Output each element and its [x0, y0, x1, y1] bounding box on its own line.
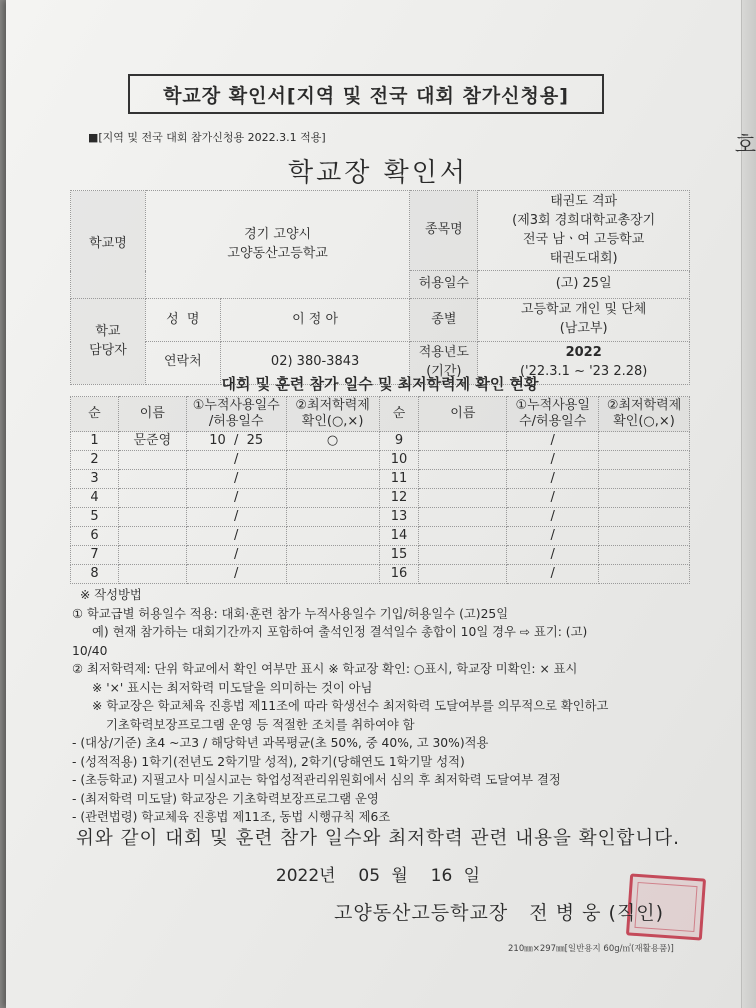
row-name: 문준영	[118, 432, 186, 451]
row-days: /	[186, 565, 286, 584]
row-days: /	[507, 508, 599, 527]
instruction-line: - (대상/기준) 초4 ~고3 / 해당학년 과목평균(초 50%, 중 40%, 고 30%)적용	[72, 736, 489, 750]
principal-signature: 고양동산고등학교장 전 병 웅 (직인)	[334, 902, 665, 924]
row-days: /	[186, 508, 286, 527]
row-name	[118, 527, 186, 546]
instruction-line: ② 최저학력제: 단위 학교에서 확인 여부만 표시 ※ 학교장 확인: ○표시, 학교장 미확인: × 표시	[72, 662, 578, 676]
row-no: 8	[71, 565, 119, 584]
issue-date: 2022년 05 월 16 일	[275, 866, 481, 886]
staff-name-value: 이 정 아	[220, 299, 410, 342]
header-no-right: 순	[379, 397, 419, 432]
event-name-line: 태권도 격파	[550, 194, 618, 209]
instruction-line: - (초등학교) 지필고사 미실시교는 학업성적관리위원회에서 심의 후 최저학력 도달여부 결정	[72, 773, 561, 787]
header-min-line: 확인(○,×)	[613, 414, 675, 429]
staff-label-line: 학교	[95, 323, 121, 339]
row-days: /	[507, 432, 599, 451]
row-no: 3	[71, 470, 119, 489]
row-min-academic	[599, 432, 690, 451]
row-no: 7	[71, 546, 119, 565]
row-days: /	[186, 546, 286, 565]
header-min-academic-right	[599, 397, 690, 432]
allowed-days-label: 허용일수	[410, 271, 478, 299]
row-days: /	[507, 451, 599, 470]
row-no: 2	[71, 451, 119, 470]
event-name-line: (제3회 경희대학교총장기	[512, 212, 656, 228]
row-name	[419, 470, 507, 489]
confirmation-statement: 위와 같이 대회 및 훈련 참가 일수와 최저학력 관련 내용을 확인합니다.	[75, 828, 681, 849]
row-min-academic	[286, 489, 379, 508]
contact-value: 02) 380-3843	[220, 342, 410, 385]
year-label-line: 적용년도	[418, 345, 469, 361]
table-row	[71, 565, 690, 584]
instruction-line: ※ '×' 표시는 최저학력 미도달을 의미하는 것이 아님	[92, 680, 373, 695]
row-no: 12	[379, 489, 419, 508]
form-sub-label: ■[지역 및 전국 대회 참가신청용 2022.3.1 적용]	[88, 131, 326, 144]
row-days: /	[186, 489, 286, 508]
row-days: /	[507, 527, 599, 546]
row-min-academic: ○	[286, 432, 379, 451]
school-label: 학교명	[71, 191, 146, 299]
row-name	[118, 489, 186, 508]
row-name	[118, 565, 186, 584]
row-name	[419, 546, 507, 565]
row-days: /	[186, 527, 286, 546]
row-no: 16	[379, 565, 419, 584]
instructions	[72, 586, 712, 827]
section-title: 대회 및 훈련 참가 일수 및 최저학력제 확인 현황	[221, 375, 539, 393]
division-value-cell	[478, 299, 690, 342]
row-min-academic	[286, 527, 379, 546]
row-name	[419, 451, 507, 470]
row-name	[419, 527, 507, 546]
row-no: 5	[71, 508, 119, 527]
form-title-box: 학교장 확인서[지역 및 전국 대회 참가신청용]	[128, 74, 604, 114]
instruction-line: ① 학교급별 허용일수 적용: 대회·훈련 참가 누적사용일수 기입/허용일수 (고)25일	[72, 606, 509, 621]
row-days: /	[507, 470, 599, 489]
row-name	[419, 565, 507, 584]
division-value: 고등학교 개인 및 단체	[520, 302, 647, 318]
row-name	[118, 508, 186, 527]
event-name-line: 태권도대회)	[549, 250, 618, 266]
year-value: 2022	[565, 345, 602, 361]
header-min-line: 확인(○,×)	[301, 414, 364, 429]
school-name-cell	[145, 191, 410, 299]
instruction-line: - (최저학력 미도달) 학교장은 기초학력보장프로그램 운영	[72, 791, 379, 806]
instruction-line: ※ 학교장은 학교체육 진흥법 제11조에 따라 학생선수 최저학력 도달여부를 의무적으로 확인하고	[92, 699, 609, 713]
row-no: 1	[71, 432, 119, 451]
row-days: /	[507, 565, 599, 584]
header-min-academic	[286, 397, 379, 432]
header-no: 순	[71, 397, 119, 432]
row-name	[419, 508, 507, 527]
row-no: 9	[379, 432, 419, 451]
staff-label	[71, 299, 146, 384]
year-period: ('22.3.1 ~ '23 2.28)	[519, 363, 648, 379]
table-row	[71, 432, 690, 451]
row-min-academic	[599, 546, 690, 565]
header-days-line: /허용일수	[208, 414, 264, 429]
event-label: 종목명	[410, 191, 478, 271]
row-no: 4	[71, 489, 119, 508]
row-no: 14	[379, 527, 419, 546]
division-subvalue: (남고부)	[559, 321, 608, 337]
row-days: /	[507, 546, 599, 565]
header-days-line: 수/허용일수	[519, 414, 587, 429]
table-row	[71, 527, 690, 546]
instruction-line: - (성적적용) 1학기(전년도 2학기말 성적), 2학기(당해연도 1학기말 성적)	[72, 754, 465, 769]
row-min-academic	[286, 451, 379, 470]
row-no: 15	[379, 546, 419, 565]
table-row	[71, 451, 690, 470]
paper-spec-footer: 210㎜×297㎜[일반용지 60g/㎡(재활용품)]	[508, 944, 674, 954]
event-name-cell	[478, 191, 690, 271]
header-days-line: ①누적사용일수	[192, 397, 280, 413]
contact-label: 연락처	[145, 342, 220, 385]
participation-table	[70, 396, 690, 584]
table-header-row	[71, 397, 690, 432]
row-min-academic	[599, 451, 690, 470]
row-no: 13	[379, 508, 419, 527]
instruction-line: - (관련법령) 학교체육 진흥법 제11조, 동법 시행규칙 제6조	[72, 810, 391, 824]
header-days-line: ①누적사용일	[515, 397, 590, 413]
instruction-line: 예) 현재 참가하는 대회기간까지 포함하여 출석인정 결석일수 총합이 10일 경우 ⇨ 표기: (고)	[92, 625, 588, 639]
school-address: 경기 고양시	[244, 226, 312, 242]
year-label-line: (기간)	[426, 363, 462, 379]
table-row	[71, 508, 690, 527]
row-min-academic	[599, 527, 690, 546]
header-name-right: 이름	[419, 397, 507, 432]
school-name: 고양동산고등학교	[227, 245, 328, 261]
row-no: 11	[379, 470, 419, 489]
info-table	[70, 190, 690, 385]
allowed-days-value: (고) 25일	[478, 271, 690, 299]
header-min-line: ②최저학력제	[606, 397, 682, 413]
row-min-academic	[599, 470, 690, 489]
row-no: 10	[379, 451, 419, 470]
row-min-academic	[286, 508, 379, 527]
row-min-academic	[286, 470, 379, 489]
header-days	[186, 397, 286, 432]
row-name	[419, 432, 507, 451]
event-name-line: 전국 남ㆍ여 고등학교	[523, 231, 645, 247]
table-row	[71, 546, 690, 565]
row-min-academic	[286, 546, 379, 565]
table-row	[71, 489, 690, 508]
header-min-line: ②최저학력제	[295, 397, 370, 413]
row-min-academic	[286, 565, 379, 584]
staff-name-label: 성 명	[145, 299, 220, 342]
header-name: 이름	[118, 397, 186, 432]
row-days: 10 / 25	[186, 432, 286, 451]
instruction-line: 기초학력보장프로그램 운영 등 적절한 조치를 취하여야 함	[106, 717, 415, 732]
row-days: /	[186, 451, 286, 470]
row-days: /	[186, 470, 286, 489]
row-days: /	[507, 489, 599, 508]
row-min-academic	[599, 489, 690, 508]
main-title: 학교장 확인서	[288, 158, 468, 188]
row-min-academic	[599, 565, 690, 584]
table-row	[71, 470, 690, 489]
instructions-heading: ※ 작성방법	[80, 588, 142, 602]
row-name	[118, 470, 186, 489]
row-min-academic	[599, 508, 690, 527]
division-label: 종별	[410, 299, 478, 342]
edge-character: 호	[734, 133, 756, 158]
row-no: 6	[71, 527, 119, 546]
header-days-right	[507, 397, 599, 432]
staff-label-line: 담당자	[89, 342, 127, 358]
row-name	[118, 546, 186, 565]
instruction-line: 10/40	[72, 643, 108, 658]
row-name	[118, 451, 186, 470]
row-name	[419, 489, 507, 508]
